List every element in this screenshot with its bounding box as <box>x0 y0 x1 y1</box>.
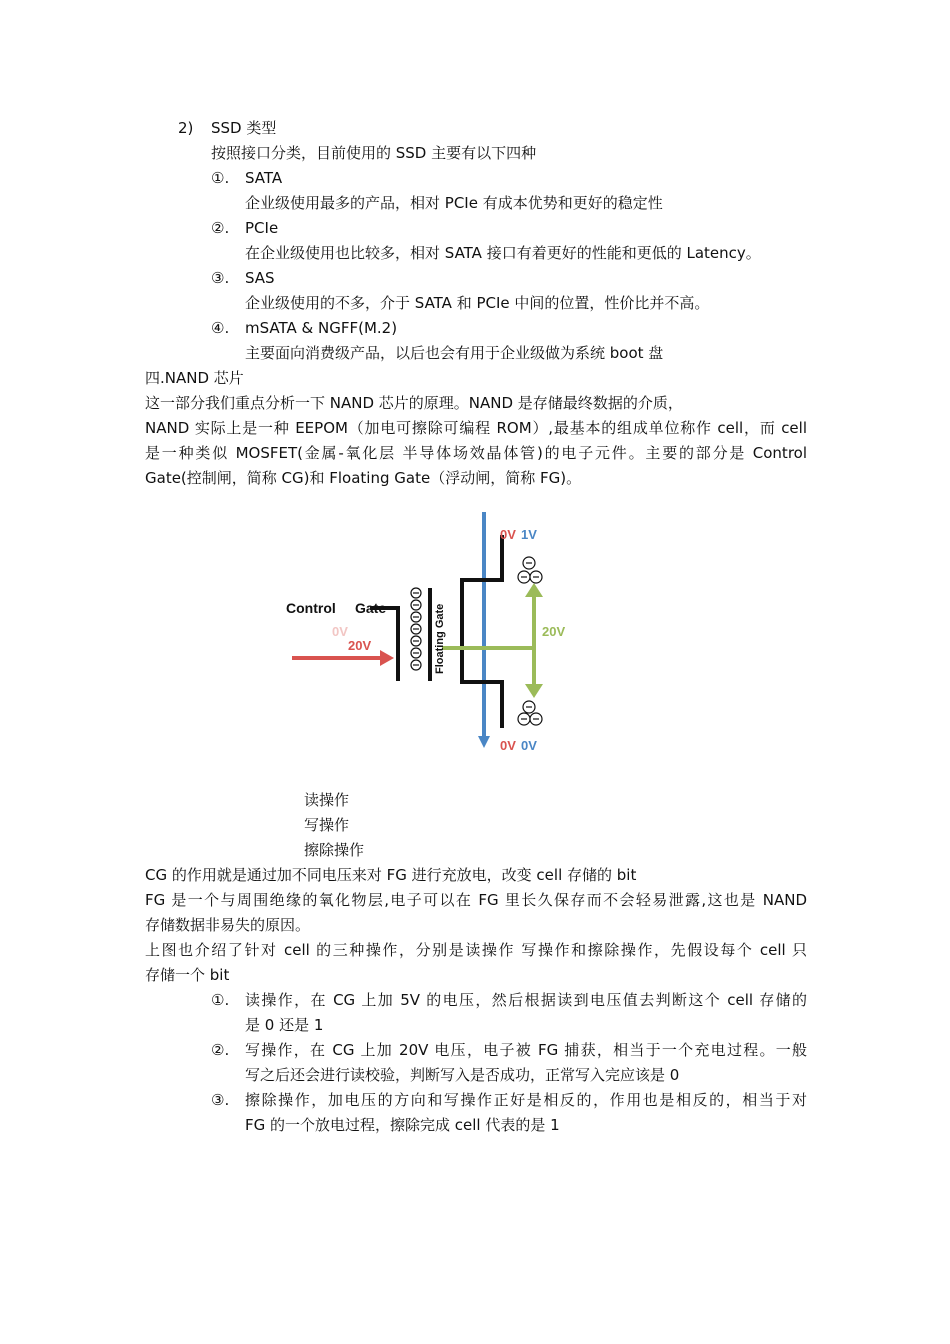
top-1v-label: 1V <box>521 527 537 542</box>
interface-desc: 在企业级使用也比较多，相对 SATA 接口有着更好的性能和更低的 Latency。 <box>245 244 761 262</box>
bottom-0v-left-label: 0V <box>500 738 516 753</box>
floating-gate-electrons <box>411 588 421 670</box>
green-down-arrowhead <box>525 684 543 698</box>
top-0v-label: 0V <box>500 527 516 542</box>
interface-desc: 主要面向消费级产品，以后也会有用于企业级做为系统 boot 盘 <box>245 344 664 362</box>
control-label: Control <box>286 600 336 616</box>
section-number: 2) <box>178 119 194 137</box>
operation-line: FG 的一个放电过程，擦除完成 cell 代表的是 1 <box>245 1116 560 1134</box>
paragraph-line: CG 的作用就是通过加不同电压来对 FG 进行充放电，改变 cell 存储的 bit <box>145 866 637 884</box>
interface-name: SAS <box>245 269 275 287</box>
list-marker: ③. <box>211 269 230 287</box>
green-up-arrowhead <box>525 583 543 597</box>
paragraph-line: FG 是一个与周围绝缘的氧化物层,电子可以在 FG 里长久保存而不会轻易泄露,这也是 NAND <box>145 891 807 909</box>
mid-20v-label: 20V <box>542 624 566 639</box>
paragraph-line: 存储一个 bit <box>145 966 230 984</box>
operation-line: 写操作，在 CG 上加 20V 电压，电子被 FG 捕获，相当于一个充电过程。一般 <box>245 1041 807 1059</box>
list-marker: ③. <box>211 1091 230 1109</box>
blue-arrowhead <box>478 736 490 748</box>
paragraph-line: 是一种类似 MOSFET(金属-氧化层 半导体场效晶体管)的电子元件。主要的部分是 Control <box>145 444 807 462</box>
operation-line: 写之后还会进行读校验，判断写入是否成功，正常写入完应该是 0 <box>245 1066 680 1084</box>
legend-read: 读操作 <box>304 791 350 809</box>
operation-line: 擦除操作，加电压的方向和写操作正好是相反的，作用也是相反的，相当于对 <box>245 1091 807 1109</box>
cg-20v-label: 20V <box>348 638 372 653</box>
section-heading: 四.NAND 芯片 <box>145 369 244 387</box>
bottom-electron-cluster <box>518 701 542 725</box>
list-marker: ①. <box>211 169 230 187</box>
interface-name: PCIe <box>245 219 279 237</box>
red-arrowhead <box>380 650 394 666</box>
paragraph-line: 上图也介绍了针对 cell 的三种操作，分别是读操作 写操作和擦除操作，先假设每个 cell 只 <box>145 941 807 959</box>
bottom-0v-right-label: 0V <box>521 738 537 753</box>
interface-name: mSATA & NGFF(M.2) <box>245 319 398 337</box>
top-electron-cluster <box>518 557 542 583</box>
paragraph-line: NAND 实际上是一种 EEPOM（加电可擦除可编程 ROM）,最基本的组成单位称作 cell，而 cell <box>145 419 807 437</box>
gate-label: Gate <box>355 600 387 616</box>
cg-0v-label: 0V <box>332 624 348 639</box>
interface-desc: 企业级使用的不多，介于 SATA 和 PCIe 中间的位置，性价比并不高。 <box>245 294 710 312</box>
list-marker: ①. <box>211 991 230 1009</box>
paragraph-line: 存储数据非易失的原因。 <box>145 916 311 934</box>
interface-name: SATA <box>245 169 283 187</box>
legend-write: 写操作 <box>304 816 350 834</box>
operation-line: 读操作，在 CG 上加 5V 的电压，然后根据读到电压值去判断这个 cell 存储的 <box>245 991 807 1009</box>
list-marker: ②. <box>211 1041 230 1059</box>
section-intro: 按照接口分类，目前使用的 SSD 主要有以下四种 <box>211 144 537 162</box>
list-marker: ②. <box>211 219 230 237</box>
paragraph-line: Gate(控制闸，简称 CG)和 Floating Gate（浮动闸，简称 FG)。 <box>145 469 582 487</box>
interface-desc: 企业级使用最多的产品，相对 PCIe 有成本优势和更好的稳定性 <box>245 194 663 212</box>
operation-line: 是 0 还是 1 <box>245 1016 324 1034</box>
section-title: SSD 类型 <box>211 119 277 137</box>
nand-cell-diagram <box>282 500 582 755</box>
legend-erase: 擦除操作 <box>304 841 365 859</box>
control-gate-plate <box>370 608 398 681</box>
list-marker: ④. <box>211 319 230 337</box>
paragraph-line: 这一部分我们重点分析一下 NAND 芯片的原理。NAND 是存储最终数据的介质， <box>145 394 683 412</box>
floating-gate-label: Floating Gate <box>434 603 446 674</box>
